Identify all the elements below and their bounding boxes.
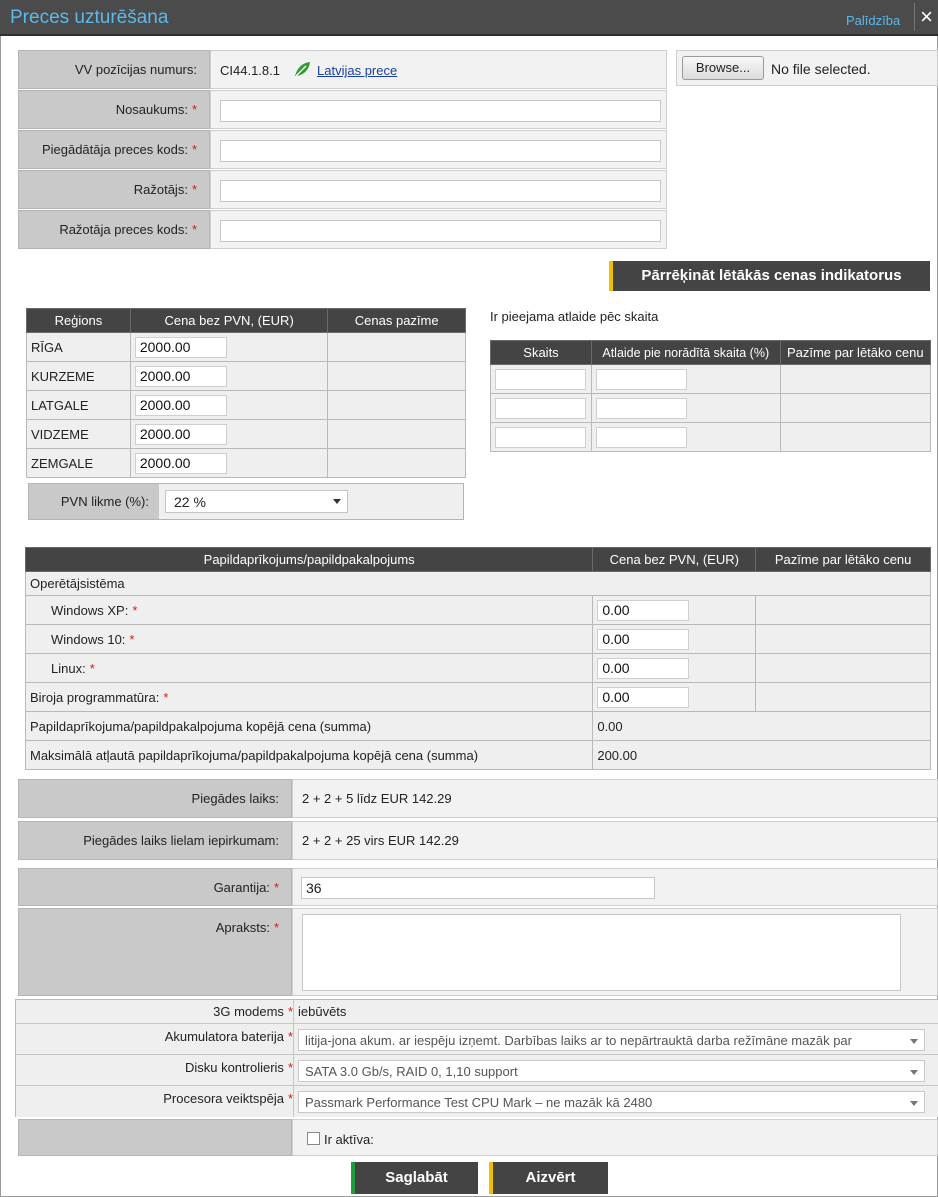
discount-table	[490, 340, 931, 452]
vat-select-value: 22 %	[174, 494, 206, 510]
regions-table	[26, 308, 466, 478]
region-price-input[interactable]: 2000.00	[135, 424, 227, 445]
chevron-down-icon	[910, 1039, 918, 1044]
spec-value: iebūvēts	[298, 1004, 347, 1019]
addon-price-input[interactable]: 0.00	[597, 658, 689, 679]
manufacturer-code-cell	[210, 210, 667, 249]
table-row	[491, 423, 931, 452]
table-row	[491, 394, 931, 423]
active-checkbox[interactable]	[307, 1132, 320, 1145]
addon-indicator	[756, 625, 931, 654]
addons-total-value: 0.00	[593, 712, 931, 741]
table-row	[26, 596, 931, 625]
discount-indicator	[780, 365, 930, 394]
latvian-product-link[interactable]: Latvijas prece	[317, 63, 398, 78]
manufacturer-code-label: Ražotāja preces kods: *	[18, 210, 210, 249]
region-name: KURZEME	[27, 362, 131, 391]
spec-label: Procesora veiktspēja *	[16, 1086, 294, 1117]
delivery-value: 2 + 2 + 5 līdz EUR 142.29	[292, 779, 938, 818]
description-textarea[interactable]	[302, 914, 901, 991]
table-row	[26, 572, 931, 596]
region-indicator	[328, 449, 466, 478]
discount-indicator	[780, 394, 930, 423]
discount-count-input[interactable]	[495, 427, 586, 448]
spec-label: 3G modems *	[16, 1000, 294, 1023]
addons-table	[25, 547, 931, 770]
manufacturer-cell	[210, 170, 667, 209]
table-row	[27, 420, 466, 449]
region-name: ZEMGALE	[27, 449, 131, 478]
manufacturer-input[interactable]	[220, 180, 661, 202]
active-cell	[292, 1119, 938, 1156]
discount-header-indicator: Pazīme par lētāko cenu	[780, 341, 930, 365]
item-number-cell	[210, 50, 667, 89]
disk-controller-select-value: SATA 3.0 Gb/s, RAID 0, 1,10 support	[305, 1064, 518, 1079]
spec-row	[16, 1000, 938, 1024]
region-indicator	[328, 333, 466, 362]
name-label: Nosaukums: *	[18, 90, 210, 129]
vat-label: PVN likme (%):	[29, 484, 159, 519]
region-price-input[interactable]: 2000.00	[135, 395, 227, 416]
region-indicator	[328, 391, 466, 420]
addons-max-label: Maksimālā atļautā papildaprīkojuma/papildpakalpojuma kopējā cena (summa)	[26, 741, 593, 770]
supplier-code-input[interactable]	[220, 140, 661, 162]
supplier-code-label: Piegādātāja preces kods: *	[18, 130, 210, 169]
region-price-input[interactable]: 2000.00	[135, 337, 227, 358]
close-icon[interactable]: ×	[914, 3, 938, 31]
discount-count-input[interactable]	[495, 398, 586, 419]
region-price-input[interactable]: 2000.00	[135, 453, 227, 474]
table-row	[26, 654, 931, 683]
close-button[interactable]: Aizvērt	[489, 1162, 608, 1194]
delivery-large-value: 2 + 2 + 25 virs EUR 142.29	[292, 821, 938, 860]
discount-title: Ir pieejama atlaide pēc skaita	[490, 309, 659, 324]
title-bar	[0, 0, 938, 36]
warranty-cell	[292, 868, 938, 906]
discount-percent-input[interactable]	[596, 369, 687, 390]
spec-label: Disku kontrolieris *	[16, 1055, 294, 1085]
cpu-select[interactable]	[298, 1091, 925, 1113]
discount-header-percent: Atlaide pie norādītā skaita (%)	[591, 341, 780, 365]
addons-header-item: Papildaprīkojums/papildpakalpojums	[26, 548, 593, 572]
battery-select-value: litija-jona akum. ar iespēju izņemt. Darbības laiks ar to nepārtrauktā darba režīmāne mazāk par	[305, 1033, 852, 1048]
vat-select[interactable]	[165, 490, 348, 513]
addons-total-label: Papildaprīkojuma/papildpakalpojuma kopējā cena (summa)	[26, 712, 593, 741]
description-cell	[292, 908, 938, 996]
recalc-indicators-button[interactable]: Pārrēķināt lētākās cenas indikatorus	[609, 261, 930, 291]
discount-header-count: Skaits	[491, 341, 592, 365]
spec-row	[16, 1055, 938, 1086]
table-row	[26, 712, 931, 741]
discount-percent-input[interactable]	[596, 427, 687, 448]
spec-label: Akumulatora baterija *	[16, 1024, 294, 1054]
regions-header-region: Reģions	[27, 309, 131, 333]
addon-label: Linux: *	[26, 654, 593, 683]
name-cell	[210, 90, 667, 129]
cpu-select-value: Passmark Performance Test CPU Mark – ne mazāk kā 2480	[305, 1095, 653, 1110]
addons-group-label: Operētājsistēma	[26, 572, 931, 596]
table-row	[27, 333, 466, 362]
specs-block	[15, 999, 938, 1117]
addon-label: Windows 10: *	[26, 625, 593, 654]
delivery-large-label: Piegādes laiks lielam iepirkumam:	[18, 821, 292, 860]
file-upload-area	[676, 50, 938, 86]
save-button[interactable]: Saglabāt	[351, 1162, 478, 1194]
region-name: RĪGA	[27, 333, 131, 362]
chevron-down-icon	[910, 1070, 918, 1075]
spec-row	[16, 1024, 938, 1055]
addon-label: Windows XP: *	[26, 596, 593, 625]
region-name: VIDZEME	[27, 420, 131, 449]
addon-price-input[interactable]: 0.00	[597, 600, 689, 621]
help-link[interactable]: Palīdzība	[846, 13, 901, 28]
item-number-label: VV pozīcijas numurs:	[18, 50, 210, 89]
addon-indicator	[756, 683, 931, 712]
warranty-label: Garantija: *	[18, 868, 292, 906]
vat-row	[28, 483, 464, 520]
addon-price-input[interactable]: 0.00	[597, 629, 689, 650]
table-row	[27, 449, 466, 478]
table-row	[26, 625, 931, 654]
spec-row	[16, 1086, 938, 1117]
disk-controller-select[interactable]	[298, 1060, 925, 1082]
supplier-code-cell	[210, 130, 667, 169]
delivery-label: Piegādes laiks:	[18, 779, 292, 818]
discount-indicator	[780, 423, 930, 452]
region-indicator	[328, 420, 466, 449]
regions-header-indicator: Cenas pazīme	[328, 309, 466, 333]
region-price-input[interactable]: 2000.00	[135, 366, 227, 387]
table-row	[491, 365, 931, 394]
leaf-icon	[293, 60, 311, 78]
regions-header-price: Cena bez PVN, (EUR)	[130, 309, 328, 333]
discount-count-input[interactable]	[495, 369, 586, 390]
warranty-input[interactable]: 36	[301, 877, 655, 899]
battery-select[interactable]	[298, 1029, 925, 1051]
chevron-down-icon	[910, 1101, 918, 1106]
browse-button[interactable]: Browse...	[682, 56, 764, 80]
manufacturer-label: Ražotājs: *	[18, 170, 210, 209]
addons-max-value: 200.00	[593, 741, 931, 770]
addon-indicator	[756, 654, 931, 683]
chevron-down-icon	[333, 499, 341, 504]
table-row	[27, 362, 466, 391]
addon-indicator	[756, 596, 931, 625]
addon-label: Biroja programmatūra: *	[26, 683, 593, 712]
name-input[interactable]	[220, 100, 661, 122]
addons-header-price: Cena bez PVN, (EUR)	[593, 548, 756, 572]
region-name: LATGALE	[27, 391, 131, 420]
item-number-value: CI44.1.8.1	[220, 63, 280, 78]
window-title: Preces uzturēšana	[10, 7, 169, 28]
active-label: Ir aktīva:	[324, 1132, 374, 1147]
table-row	[27, 391, 466, 420]
manufacturer-code-input[interactable]	[220, 220, 661, 242]
description-label: Apraksts: *	[18, 908, 292, 996]
discount-percent-input[interactable]	[596, 398, 687, 419]
addons-header-indicator: Pazīme par lētāko cenu	[756, 548, 931, 572]
table-row	[26, 741, 931, 770]
region-indicator	[328, 362, 466, 391]
active-label-cell	[18, 1119, 292, 1156]
table-row	[26, 683, 931, 712]
addon-price-input[interactable]: 0.00	[597, 687, 689, 708]
file-status: No file selected.	[771, 61, 871, 77]
